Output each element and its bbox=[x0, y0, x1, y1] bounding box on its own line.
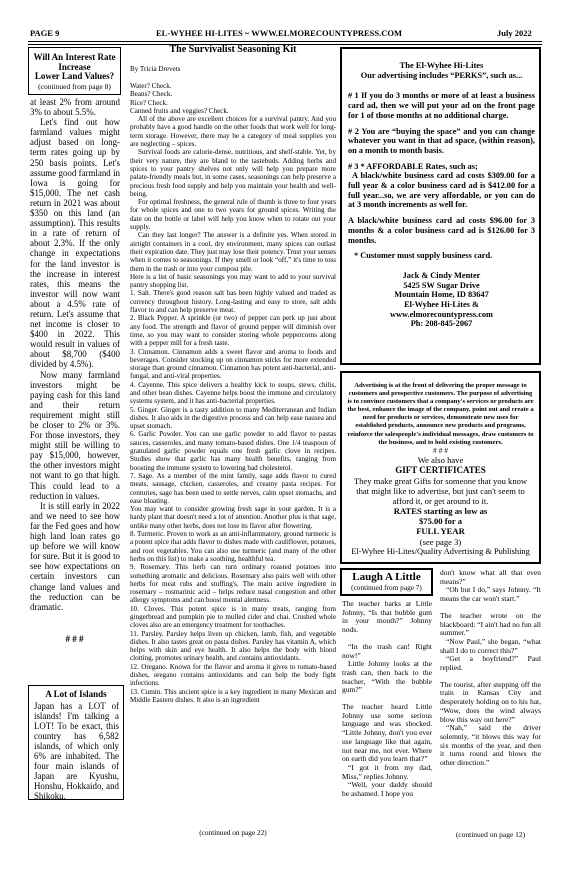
joke-paragraph: “Now Paul,” she began, “what shall I do to correct this?” bbox=[440, 636, 541, 655]
joke-paragraph: “I got it from my dad, Miss,” replies Johnny. bbox=[342, 762, 432, 781]
spice-item: 2. Black Pepper. A sprinkle (or two) of pepper can perk up just about any food. The strength and flavor of ground pepper will diminish over time, so you may want to consider storing whole peppercorns along with a pepper mill for a fresh taste. bbox=[130, 314, 336, 348]
perk-item: # 2 You are “buying the space” and you can change whatever you want in that ad space, (within reason), on a month to month basis. bbox=[348, 126, 535, 155]
laugh-continued-on: (continued on page 12) bbox=[455, 830, 526, 839]
article-paragraph: It is still early in 2022 and we need to see how far the Fed goes and how high land loan rates go up before we will know for sure. But it is good to see how expectations on certain investors can change land values and the reduction can be dramatic. bbox=[30, 500, 120, 612]
islands-text: Japan has a LOT of islands! I'm talking a LOT! To be exact, this country has 6,582 islands, of which only 6% are inhabited. The four main islands of Japan are Kyushu, Honshu, Hokkaido, and Shikoku. bbox=[34, 701, 119, 801]
perks-ad bbox=[340, 47, 541, 365]
perks-title: The El-Wyhee Hi-Lites bbox=[399, 60, 484, 70]
article-paragraph: at least 2% from around 3% to about 5.5%. bbox=[30, 97, 120, 118]
seasoning-paragraph: Can they last longer? The answer is a definite yes. When stored in airtight containers in a cool, dry environment, many spices can outlast their expiration date. They just may lose their potency. Trust your senses when it comes to seasonings. If they smell or look “off,” it's time to toss them in the trash or into your compost pile. bbox=[130, 231, 336, 273]
header-title: EL-WYHEE HI-LITES ~ WWW.ELMORECOUNTYPRESS.COM bbox=[156, 28, 403, 38]
gift-separator: # # # bbox=[433, 445, 448, 455]
interest-rate-body bbox=[30, 97, 120, 617]
spice-item: 3. Cinnamon. Cinnamon adds a sweet flavor and aroma to foods and beverages. Consider stocking up on cinnamon sticks for more extended storage than ground cinnamon. Cinnamon has potent anti-bacterial, anti-fungal, and anti-viral properties. bbox=[130, 347, 336, 381]
gift-we-have: We also have bbox=[417, 455, 464, 466]
perk-item: A black/white business card ad costs $96.00 for 3 months & a color business card ad is $126.00 for 3 months. bbox=[348, 216, 535, 245]
spice-item: 11. Parsley. Parsley helps liven up chicken, lamb, fish, and vegetable dishes. It also tastes great on pasta dishes. Parsley has vitamin A, which helps with skin and eye health. It also helps the body with blood clotting, promotes urinary health, and contains antioxidants. bbox=[130, 629, 336, 663]
article-paragraph: Let's find out how farmland values might adjust based on long-term rates going up by 250 basis points. Let's assume good farmland in Iowa is going for $15,000. The net cash return in 2021 was about $350 on this land (an assumption). This results in a rate of return of about 2.3%. If the only change in expectations for the land investor is the increase in interest rates, this means the investor will now want about a 4.5% rate of return. Let's assume that net income is closer to $400 in 2022. This would result in values of about $8,700 ($400 divided by 4.5%). bbox=[30, 117, 120, 370]
seasoning-title: The Survivalist Seasoning Kit bbox=[169, 44, 297, 55]
laugh-title: Laugh A Little bbox=[352, 571, 421, 583]
page-number: PAGE 9 bbox=[30, 28, 60, 38]
seasoning-paragraph: Survival foods are calorie-dense, nutritious, and shelf-stable. Yet, by their very nature, they are bland to the tastebuds. Adding herbs and spices to your pantry shelves not only will help you prepare more palate-friendly meals but, in some cases, seasonings can help preserve a precious fresh food supply and help you maintain your health and well-being. bbox=[130, 148, 336, 198]
gift-rates: RATES starting as low as $75.00 for a FULL YEAR bbox=[393, 506, 488, 537]
laugh-title-box bbox=[340, 568, 433, 596]
joke-paragraph: The teacher heard Little Johnny use some serious language and was shocked. “Little Johnny, don't you ever use language like that again, not near me, not ever. Where on earth did you learn that?” bbox=[342, 702, 432, 764]
joke-paragraph: “Nah,” said the driver solemnly, “it blows this way for six months of the year, and then it turns round and blows the other direction.” bbox=[440, 723, 541, 768]
seasoning-paragraph: For optimal freshness, the general rule of thumb is three to four years for whole spices and one to two years for ground spices. Writing the date on the bottle or label will help you know when to rotate out your supply. bbox=[130, 198, 336, 232]
seasoning-byline: By Tricia Drevets bbox=[130, 65, 181, 73]
spice-item: 7. Sage. As a member of the mint family, sage adds flavor to cured meats, sausage, chicken, casseroles, and creamy pasta recipes. For centuries, sage has been used to settle nerves, calm upset stomachs, and ease bloating. bbox=[130, 471, 336, 505]
interest-rate-continued: (continued from page 8) bbox=[38, 81, 111, 91]
gift-footer: El-Wyhee Hi-Lites/Quality Advertising & Publishing bbox=[351, 546, 530, 556]
joke-paragraph: “Oh but I do,” says Johnny. “It means the car won't start.” bbox=[440, 585, 541, 604]
islands-box bbox=[28, 685, 124, 800]
joke-paragraph: “Well, your daddy should be ashamed. I hope you bbox=[342, 780, 432, 799]
article-paragraph: Now many farmland investors might be paying cash for this land and their return requirement might still be closer to 2% or 3%. For those investors, they might still be willing to pay $15,000, however, the other investors might not want to go that high. This could lead to a reduction in values. bbox=[30, 369, 120, 501]
spice-item: 1. Salt. There's good reason salt has been highly valued and traded as currency throughout history. Long-lasting and easy to store, salt adds flavor to and can help preserve meat. bbox=[130, 289, 336, 315]
gift-title: GIFT CERTIFICATES bbox=[395, 465, 486, 476]
seasoning-paragraph: Here is a list of basic seasonings you may want to add to your survival pantry shopping list. bbox=[130, 272, 336, 290]
joke-paragraph: The teacher wrote on the blackboard: “I ain't had no fun all summer.” bbox=[440, 610, 541, 638]
joke-paragraph: Little Johnny looks at the trash can, then back to the teacher, “With the bubble gum?” bbox=[342, 659, 432, 695]
checklist-item: Water? Check. bbox=[130, 82, 172, 90]
gift-ad bbox=[340, 371, 541, 564]
spice-item: 4. Cayenne. This spice delivers a healthy kick to soups, stews, chilis, and other bean dishes. Cayenne helps boost the immune and circulatory systems system, and it has anti-bacterial properties. bbox=[130, 380, 336, 406]
laugh-column-2 bbox=[440, 569, 541, 827]
seasoning-paragraph: All of the above are excellent choices for a survival pantry. And you probably have a good handle on the other foods that work well for long-term storage. However, there may be a category of meal supplies you are neglecting – spices. bbox=[130, 115, 336, 149]
interest-rate-title-box bbox=[28, 47, 121, 95]
gift-see-page: (see page 3) bbox=[419, 536, 462, 547]
joke-paragraph: The teacher barks at Little Johnny, “Is that bubble gum in your mouth?” Johnny nods. bbox=[342, 600, 432, 635]
end-mark: # # # bbox=[65, 634, 84, 644]
checklist-item: Canned fruits and veggies? Check. bbox=[130, 106, 229, 115]
gift-intro: Advertising is at the front of delivering the proper message to customers and prospective customers. The purpose of advertising is to convince customers that a company's services or products are the best, enhance the image of the company, point out and create a need for products or services, demonstrate new uses for established products, announce new products and programs, reinforce the salespeople's individual messages, draw customers to the business, and to hold existing customers. bbox=[347, 382, 534, 446]
spice-item: 6. Garlic Powder. You can use garlic powder to add flavor to pastas sauces, casseroles, and many tomato-based dishes. One 1/4 teaspoon of granulated garlic powder equals one fresh garlic clove in recipes. Studies show that garlic has many health benefits, ranging from boosting the immune system to lowering bad cholesterol. bbox=[130, 430, 336, 472]
spice-item: 5. Ginger. Ginger is a tasty addition to many Mediterranean and Indian dishes. It also aids in the digestive process and can help ease nausea and upset stomach. bbox=[130, 405, 336, 431]
perk-item: * Customer must supply business card. bbox=[354, 251, 493, 261]
header-date: July 2022 bbox=[497, 28, 532, 38]
spice-item: 13. Cumin. This ancient spice is a key ingredient in many Mexican and Middle Eastern dishes. It also is an ingredient bbox=[130, 687, 336, 704]
laugh-continued-from: (continued from page 7) bbox=[351, 583, 422, 592]
perk-item: # 3 * AFFORDABLE Rates, such as; bbox=[348, 161, 478, 171]
seasoning-continued: (continued on page 22) bbox=[199, 828, 267, 837]
spice-item: 12. Oregano. Known for the flavor and aroma it gives to tomato-based dishes, oregano contains antioxidants and can help the body fight infections. bbox=[130, 662, 336, 688]
perks-subtitle: Our advertising includes “PERKS”, such as... bbox=[360, 70, 523, 80]
seasoning-body bbox=[130, 82, 336, 813]
perk-item: # 1 If you do 3 months or more of at least a business card ad, then we will put your ad on the front page for 1 of those months at no additional charge. bbox=[348, 91, 535, 120]
gift-text: They make great Gifts for someone that you know that might like to advertise, but just can't seem to afford it, or get around to it. bbox=[353, 475, 528, 507]
joke-paragraph: “In the trash can! Right now!” bbox=[342, 641, 432, 660]
spice-item: You may want to consider growing fresh sage in your garden. It is a hardy plant that doesn't need a lot of attention. Another plus is that sage, unlike many other herbs, does not lose its flavor after flowering. bbox=[130, 505, 336, 530]
joke-paragraph: “Get a boyfriend?” Paul replied. bbox=[440, 654, 541, 673]
spice-item: 10. Cloves. This potent spice is in many treats, ranging from gingerbread and pumpkin pie to mulled cider and chai. Crushed whole cloves also are an emergency treatment for toothaches. bbox=[130, 604, 336, 630]
spice-item: 8. Turmeric. Proven to work as an anti-inflammatory, ground turmeric is a potent spice that adds flavor to dishes made with cauliflower, potatoes, and root vegetables. You can also use turmeric (and many of the other herbs on this list) to make a soothing, healthful tea. bbox=[130, 530, 336, 563]
spice-item: 9. Rosemary. This herb can turn ordinary roasted potatoes into something aromatic and delicious. Rosemary also pairs well with other herbs for meat rubs and stuffing's. The main active ingredient in rosemary – rosmarinic acid – helps reduce nasal congestion and other allergy symptoms and can boost mental alertness. bbox=[130, 563, 336, 605]
laugh-column-1 bbox=[342, 600, 432, 830]
joke-paragraph: don't know what all that even means?” bbox=[440, 569, 541, 586]
checklist-item: Beans? Check. bbox=[130, 90, 173, 99]
page-header bbox=[28, 27, 542, 42]
checklist-item: Rice? Check. bbox=[130, 98, 168, 107]
interest-rate-title: Will An Interest Rate Increase Lower Land Values? bbox=[33, 52, 116, 81]
joke-paragraph: The tourist, after stepping off the train in Kansas City and desperately holding on to his hat, “Wow, does the wind always blow this way out here?” bbox=[440, 679, 541, 724]
islands-title: A Lot of Islands bbox=[45, 689, 107, 699]
perk-item: A black/white business card ad costs $309.00 for a full year & a color business card ad is $412.00 for a full year...so, we are very affordable, or you can do at 3 month increments as well for. bbox=[348, 171, 535, 210]
perks-contact: Jack & Cindy Menter 5425 SW Sugar Drive Mountain Home, ID 83647 El-Wyhee Hi-Lites & www.elmorecountypress.com Ph: 208-845-2067 bbox=[390, 270, 493, 329]
